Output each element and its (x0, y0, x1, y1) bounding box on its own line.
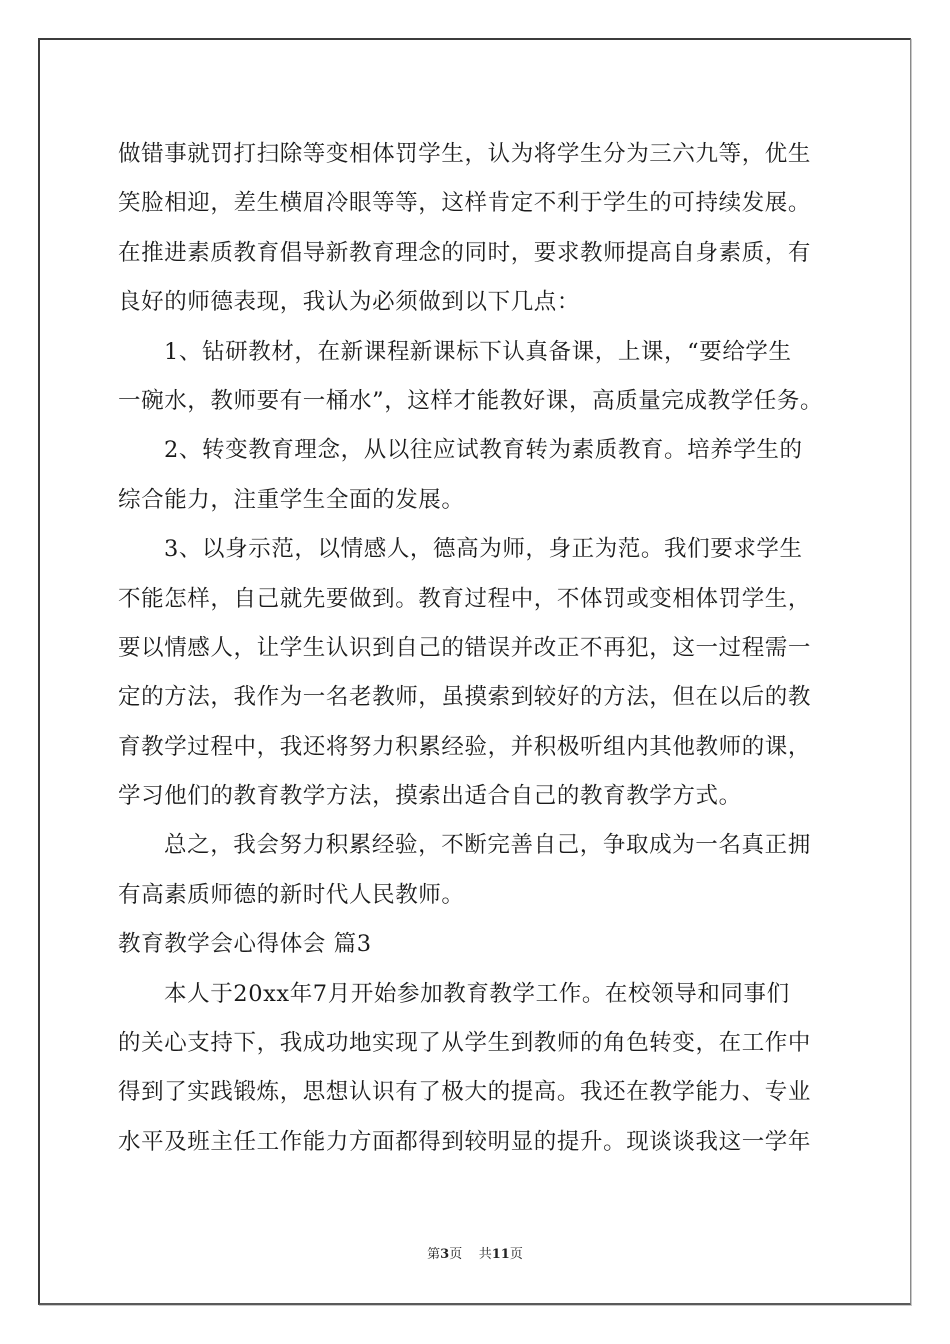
list-item-1: 1、钻研教材，在新课程新课标下认真备课，上课，“要给学生 (164, 338, 792, 365)
text-line: 得到了实践锻炼，思想认识有了极大的提高。我还在教学能力、专业 (118, 1079, 812, 1106)
page-prefix: 第 (427, 1247, 441, 1262)
text-line: 育教学过程中，我还将努力积累经验，并积极听组内其他教师的课， (118, 733, 812, 760)
text-line: 一碗水，教师要有一桶水”，这样才能教好课，高质量完成教学任务。 (118, 387, 824, 414)
text-line: 在推进素质教育倡导新教育理念的同时，要求教师提高自身素质，有 (118, 239, 812, 266)
text-line: 的关心支持下，我成功地实现了从学生到教师的角色转变，在工作中 (118, 1030, 812, 1057)
total-prefix: 共 (478, 1247, 492, 1262)
text-line: 做错事就罚打扫除等变相体罚学生，认为将学生分为三六九等，优生 (118, 141, 812, 167)
list-item-3: 3、以身示范，以情感人，德高为师，身正为范。我们要求学生 (164, 536, 803, 563)
text-line: 水平及班主任工作能力方面都得到较明显的提升。现谈谈我这一学年 (118, 1128, 812, 1155)
total-suffix: 页 (509, 1247, 523, 1262)
text-line: 要以情感人，让学生认识到自己的错误并改正不再犯，这一过程需一 (118, 634, 812, 661)
conclusion-paragraph: 总之，我会努力积累经验，不断完善自己，争取成为一名真正拥 (164, 832, 811, 859)
page-footer (0, 1243, 950, 1262)
section-heading: 教育教学会心得体会 篇3 (118, 931, 372, 958)
text-line: 有高素质师德的新时代人民教师。 (118, 881, 465, 908)
text-line: 综合能力，注重学生全面的发展。 (118, 486, 465, 513)
list-item-2: 2、转变教育理念，从以往应试教育转为素质教育。培养学生的 (164, 437, 803, 464)
document-body (118, 130, 834, 1167)
total-pages: 11 (491, 1247, 510, 1262)
text-line: 良好的师德表现，我认为必须做到以下几点： (118, 289, 581, 316)
text-line: 不能怎样，自己就先要做到。教育过程中，不体罚或变相体罚学生， (118, 585, 812, 612)
text-line: 定的方法，我作为一名老教师，虽摸索到较好的方法，但在以后的教 (118, 684, 812, 711)
text-line: 笑脸相迎，差生横眉冷眼等等，这样肯定不利于学生的可持续发展。 (118, 190, 812, 217)
text-line: 学习他们的教育教学方法，摸索出适合自己的教育教学方式。 (118, 783, 742, 810)
section-paragraph: 本人于20xx年7月开始参加教育教学工作。在校领导和同事们 (164, 980, 790, 1007)
page-suffix: 页 (449, 1247, 463, 1262)
page-number: 3 (440, 1247, 450, 1262)
